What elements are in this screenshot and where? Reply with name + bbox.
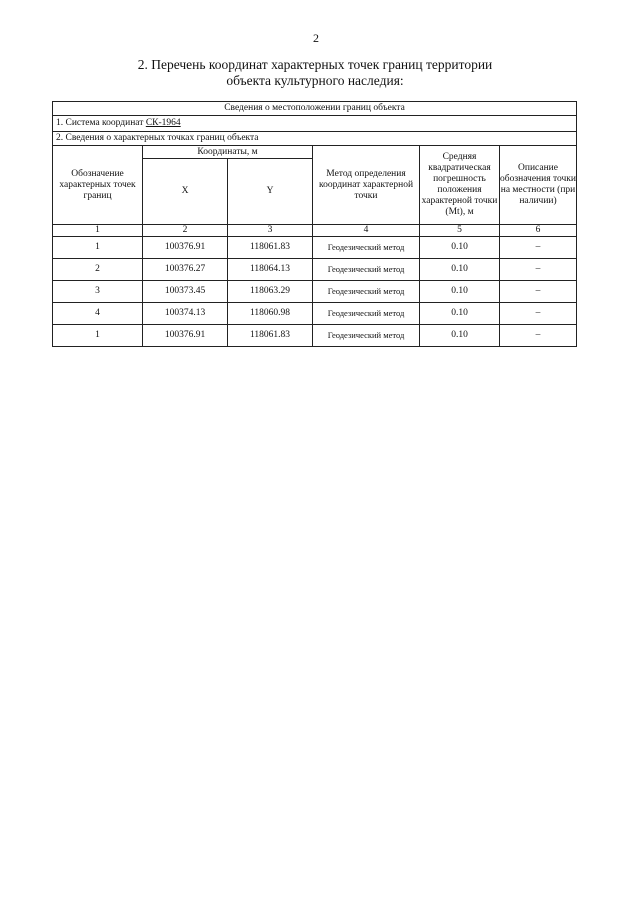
description-value: – bbox=[500, 325, 577, 347]
page-number: 2 bbox=[313, 31, 319, 45]
method-value: Геодезический метод bbox=[313, 325, 420, 347]
heading-line-1: 2. Перечень координат характерных точек границ территории bbox=[137, 57, 493, 72]
x-value: 100373.45 bbox=[143, 281, 228, 303]
header-method: Метод определения координат характерной точки bbox=[313, 146, 420, 225]
point-number: 1 bbox=[53, 325, 143, 347]
method-value: Геодезический метод bbox=[313, 237, 420, 259]
section-2-label: 2. Сведения о характерных точках границ объекта bbox=[53, 132, 577, 146]
page-heading bbox=[100, 57, 530, 89]
method-value: Геодезический метод bbox=[313, 259, 420, 281]
error-value: 0.10 bbox=[420, 303, 500, 325]
y-value: 118064.13 bbox=[228, 259, 313, 281]
error-value: 0.10 bbox=[420, 281, 500, 303]
coordinates-table bbox=[52, 101, 577, 347]
column-number: 3 bbox=[228, 225, 313, 237]
point-number: 4 bbox=[53, 303, 143, 325]
header-designation: Обозначение характерных точек границ bbox=[53, 146, 143, 225]
point-number: 1 bbox=[53, 237, 143, 259]
x-value: 100376.27 bbox=[143, 259, 228, 281]
x-value: 100376.91 bbox=[143, 237, 228, 259]
y-value: 118061.83 bbox=[228, 237, 313, 259]
column-number: 4 bbox=[313, 225, 420, 237]
coordinate-system-name: СК-1964 bbox=[145, 118, 181, 128]
header-y: Y bbox=[228, 159, 313, 225]
y-value: 118061.83 bbox=[228, 325, 313, 347]
column-number: 2 bbox=[143, 225, 228, 237]
point-number: 2 bbox=[53, 259, 143, 281]
header-x: X bbox=[143, 159, 228, 225]
header-description: Описание обозначения точки на местности (при наличии) bbox=[500, 146, 577, 225]
table-row bbox=[53, 259, 577, 281]
header-coordinates: Координаты, м bbox=[143, 146, 313, 159]
table-title: Сведения о местоположении границ объекта bbox=[53, 102, 577, 116]
description-value: – bbox=[500, 259, 577, 281]
header-error: Средняя квадратическая погрешность положения характерной точки (Mt), м bbox=[420, 146, 500, 225]
x-value: 100376.91 bbox=[143, 325, 228, 347]
table-row bbox=[53, 303, 577, 325]
column-number: 5 bbox=[420, 225, 500, 237]
column-number: 1 bbox=[53, 225, 143, 237]
y-value: 118063.29 bbox=[228, 281, 313, 303]
coordinate-system-label: 1. Система координат bbox=[56, 118, 144, 128]
table-row bbox=[53, 281, 577, 303]
table-row bbox=[53, 325, 577, 347]
y-value: 118060.98 bbox=[228, 303, 313, 325]
error-value: 0.10 bbox=[420, 325, 500, 347]
method-value: Геодезический метод bbox=[313, 303, 420, 325]
description-value: – bbox=[500, 237, 577, 259]
method-value: Геодезический метод bbox=[313, 281, 420, 303]
error-value: 0.10 bbox=[420, 259, 500, 281]
description-value: – bbox=[500, 303, 577, 325]
coordinate-system-row bbox=[53, 116, 577, 132]
table-row bbox=[53, 237, 577, 259]
x-value: 100374.13 bbox=[143, 303, 228, 325]
error-value: 0.10 bbox=[420, 237, 500, 259]
description-value: – bbox=[500, 281, 577, 303]
column-number: 6 bbox=[500, 225, 577, 237]
heading-line-2: объекта культурного наследия: bbox=[226, 73, 404, 88]
point-number: 3 bbox=[53, 281, 143, 303]
